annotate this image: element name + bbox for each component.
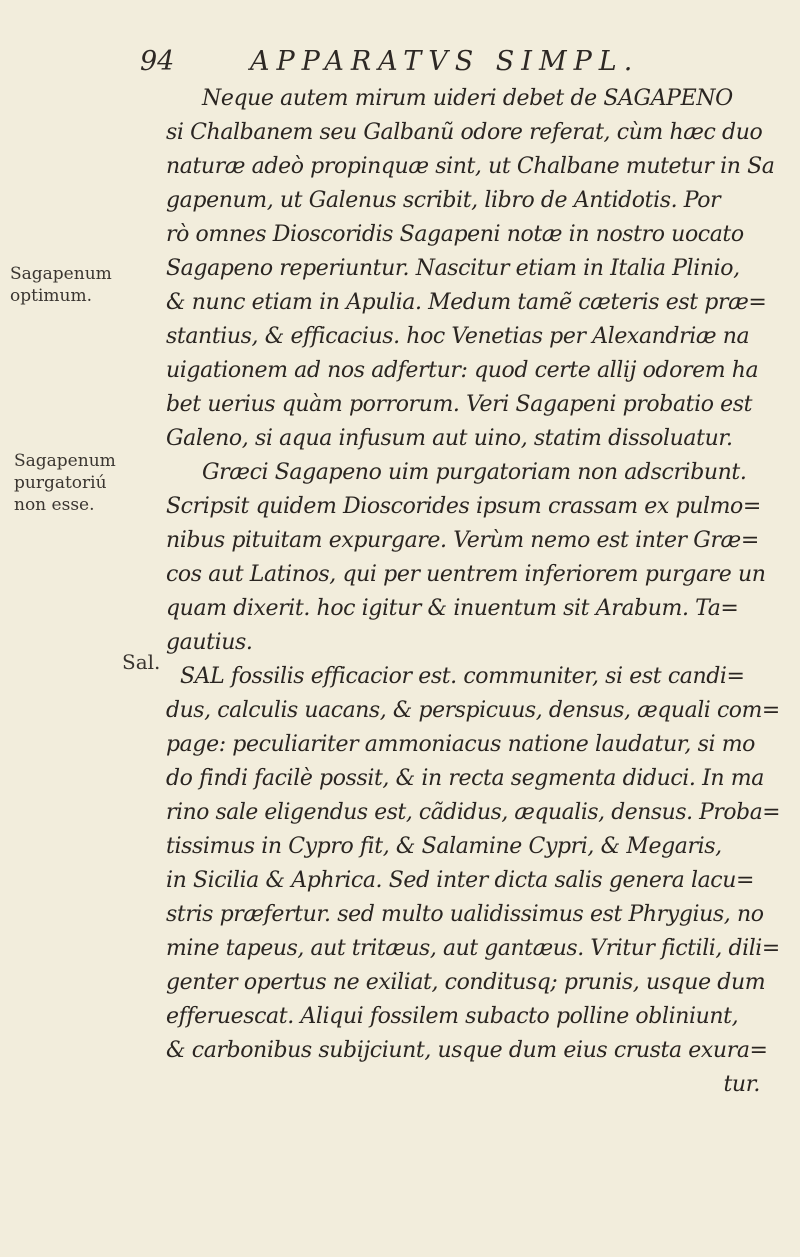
text-line: nibus pituitam expurgare. Verùm nemo est inter Græ= bbox=[166, 528, 759, 553]
body-text bbox=[166, 82, 781, 1102]
margin-note-line: Sagapenum bbox=[10, 264, 112, 284]
page-header bbox=[140, 46, 780, 86]
text-line: & carbonibus subijciunt, usque dum eius crusta exura= bbox=[166, 1038, 768, 1063]
text-line: mine tapeus, aut tritæus, aut gantæus. Vritur fictili, dili= bbox=[166, 936, 780, 961]
text-line: bet uerius quàm porrorum. Veri Sagapeni probatio est bbox=[166, 392, 753, 417]
text-line: in Sicilia & Aphrica. Sed inter dicta salis genera lacu= bbox=[166, 868, 755, 893]
text-line: genter opertus ne exiliat, conditusq; prunis, usque dum bbox=[166, 970, 766, 995]
margin-note-line: non esse. bbox=[14, 495, 95, 515]
text-line: efferuescat. Aliqui fossilem subacto polline obliniunt, bbox=[166, 1004, 739, 1029]
text-line: page: peculiariter ammoniacus natione laudatur, si mo bbox=[166, 732, 756, 757]
text-line: & nunc etiam in Apulia. Medum tamẽ cæteris est præ= bbox=[166, 290, 767, 315]
text-line: stantius, & efficacius. hoc Venetias per Alexandriæ na bbox=[166, 324, 750, 349]
text-line: gautius. bbox=[166, 630, 253, 655]
text-line: Neque autem mirum uideri debet de SAGAPENO bbox=[202, 86, 733, 111]
text-line: rò omnes Dioscoridis Sagapeni notæ in nostro uocato bbox=[166, 222, 744, 247]
text-line: tissimus in Cypro fit, & Salamine Cypri, & Megaris, bbox=[166, 834, 722, 859]
text-line: uigationem ad nos adfertur: quod certe allij odorem ha bbox=[166, 358, 759, 383]
text-line: do findi facilè possit, & in recta segmenta diduci. In ma bbox=[166, 766, 764, 791]
text-line: rino sale eligendus est, cãdidus, æqualis, densus. Proba= bbox=[166, 800, 781, 825]
margin-note-line: Sal. bbox=[122, 650, 161, 674]
text-line: stris præfertur. sed multo ualidissimus est Phrygius, no bbox=[166, 902, 764, 927]
margin-note-sagapenum-optimum bbox=[10, 263, 112, 307]
text-line: dus, calculis uacans, & perspicuus, densus, æquali com= bbox=[166, 698, 780, 723]
text-line: Sagapeno reperiuntur. Nascitur etiam in Italia Plinio, bbox=[166, 256, 740, 281]
text-line: Græci Sagapeno uim purgatoriam non adscribunt. bbox=[202, 460, 747, 485]
margin-note-line: purgatoriú bbox=[14, 473, 107, 493]
text-line: Galeno, si aqua infusum aut uino, statim dissoluatur. bbox=[166, 426, 733, 451]
margin-note-sal bbox=[122, 651, 160, 673]
text-line: quam dixerit. hoc igitur & inuentum sit Arabum. Ta= bbox=[166, 596, 739, 621]
margin-note-sagapenum-purgatorium bbox=[14, 450, 116, 516]
margin-note-line: Sagapenum bbox=[14, 451, 116, 471]
margin-note-line: optimum. bbox=[10, 286, 92, 306]
text-line: gapenum, ut Galenus scribit, libro de Antidotis. Por bbox=[166, 188, 721, 213]
text-line: SAL fossilis efficacior est. communiter, si est candi= bbox=[180, 664, 745, 689]
text-line: Scripsit quidem Dioscorides ipsum crassam ex pulmo= bbox=[166, 494, 761, 519]
text-line: naturæ adeò propinquæ sint, ut Chalbane mutetur in Sa bbox=[166, 154, 775, 179]
text-line: cos aut Latinos, qui per uentrem inferiorem purgare un bbox=[166, 562, 766, 587]
text-line: tur. bbox=[723, 1072, 760, 1097]
page-number: 94 bbox=[140, 46, 175, 77]
running-head: APPARATVS SIMPL. bbox=[250, 46, 640, 77]
text-line: si Chalbanem seu Galbanũ odore referat, cùm hæc duo bbox=[166, 120, 763, 145]
